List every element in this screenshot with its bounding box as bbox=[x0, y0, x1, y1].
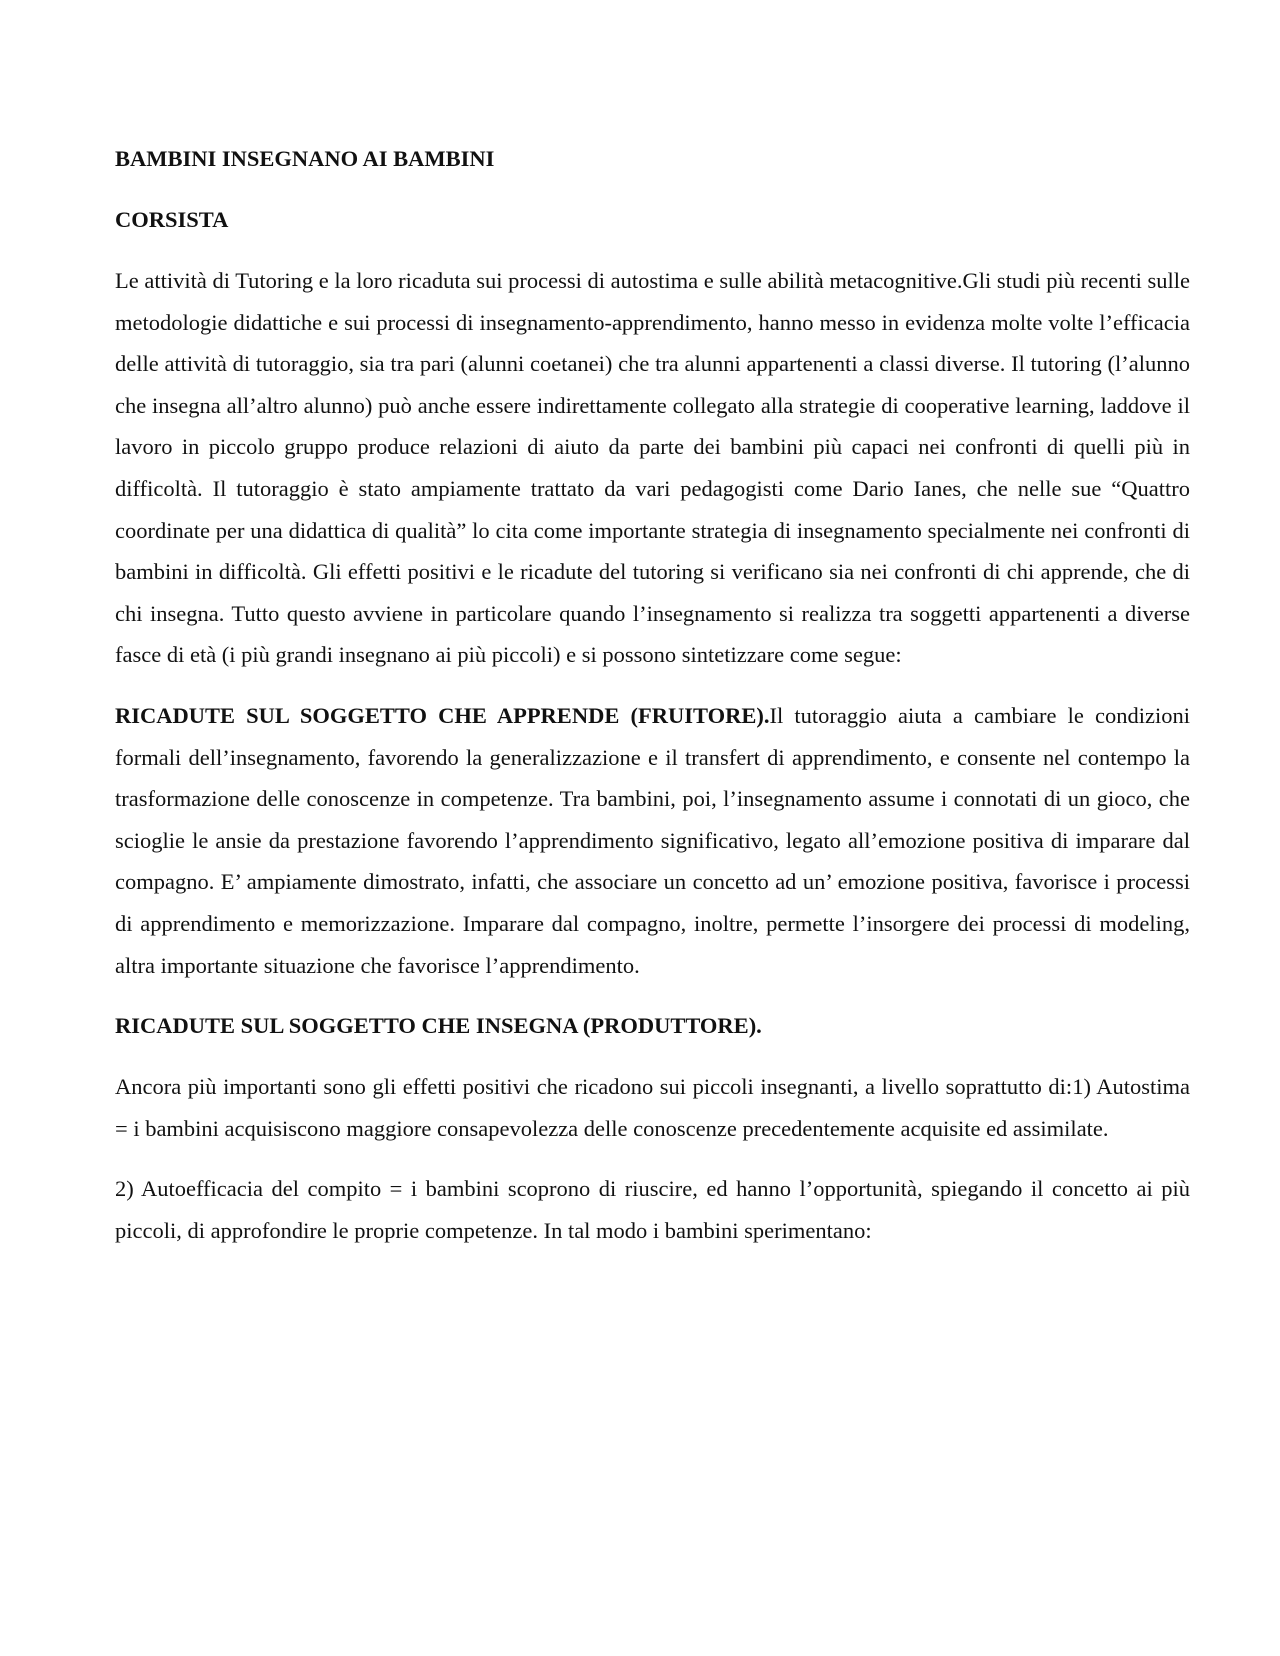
produttore-heading: RICADUTE SUL SOGGETTO CHE INSEGNA (PRODUTTORE). bbox=[115, 1013, 762, 1039]
fruitore-paragraph bbox=[115, 695, 1190, 986]
produttore-paragraph-1: Ancora più importanti sono gli effetti positivi che ricadono sui piccoli insegnanti, a livello soprattutto di:1) Autostima = i bambini acquisiscono maggiore consapevolezza delle conoscenze precedentemente acquisite ed assimilate. bbox=[115, 1074, 1190, 1141]
fruitore-text: Il tutoraggio aiuta a cambiare le condizioni formali dell’insegnamento, favorendo la generalizzazione e il transfert di apprendimento, e consente nel contempo la trasformazione delle conoscenze in competenze. Tra bambini, poi, l’insegnamento assume i connotati di un gioco, che scioglie le ansie da prestazione favorendo l’apprendimento significativo, legato all’emozione positiva di imparare dal compagno. E’ ampiamente dimostrato, infatti, che associare un concetto ad un’ emozione positiva, favorisce i processi di apprendimento e memorizzazione. Imparare dal compagno, inoltre, permette l’insorgere dei processi di modeling, altra importante situazione che favorisce l’apprendimento. bbox=[115, 702, 1190, 978]
document-page bbox=[115, 138, 1190, 1270]
document-subtitle: CORSISTA bbox=[115, 207, 229, 232]
intro-paragraph: Le attività di Tutoring e la loro ricaduta sui processi di autostima e sulle abilità metacognitive.Gli studi più recenti sulle metodologie didattiche e sui processi di insegnamento-apprendimento, hanno messo in evidenza molte volte l’efficacia delle attività di tutoraggio, sia tra pari (alunni coetanei) che tra alunni appartenenti a classi diverse. Il tutoring (l’alunno che insegna all’altro alunno) può anche essere indirettamente collegato alla strategie di cooperative learning, laddove il lavoro in piccolo gruppo produce relazioni di aiuto da parte dei bambini più capaci nei confronti di quelli più in difficoltà. Il tutoraggio è stato ampiamente trattato da vari pedagogisti come Dario Ianes, che nelle sue “Quattro coordinate per una didattica di qualità” lo cita come importante strategia di insegnamento specialmente nei confronti di bambini in difficoltà. Gli effetti positivi e le ricadute del tutoring si verificano sia nei confronti di chi apprende, che di chi insegna. Tutto questo avviene in particolare quando l’insegnamento si realizza tra soggetti appartenenti a diverse fasce di età (i più grandi insegnano ai più piccoli) e si possono sintetizzare come segue: bbox=[115, 268, 1190, 668]
produttore-paragraph-2: 2) Autoefficacia del compito = i bambini scoprono di riuscire, ed hanno l’opportunità, spiegando il concetto ai più piccoli, di approfondire le proprie competenze. In tal modo i bambini sperimentano: bbox=[115, 1176, 1190, 1243]
document-title: BAMBINI INSEGNANO AI BAMBINI bbox=[115, 146, 495, 171]
fruitore-heading: RICADUTE SUL SOGGETTO CHE APPRENDE (FRUITORE). bbox=[115, 702, 770, 728]
